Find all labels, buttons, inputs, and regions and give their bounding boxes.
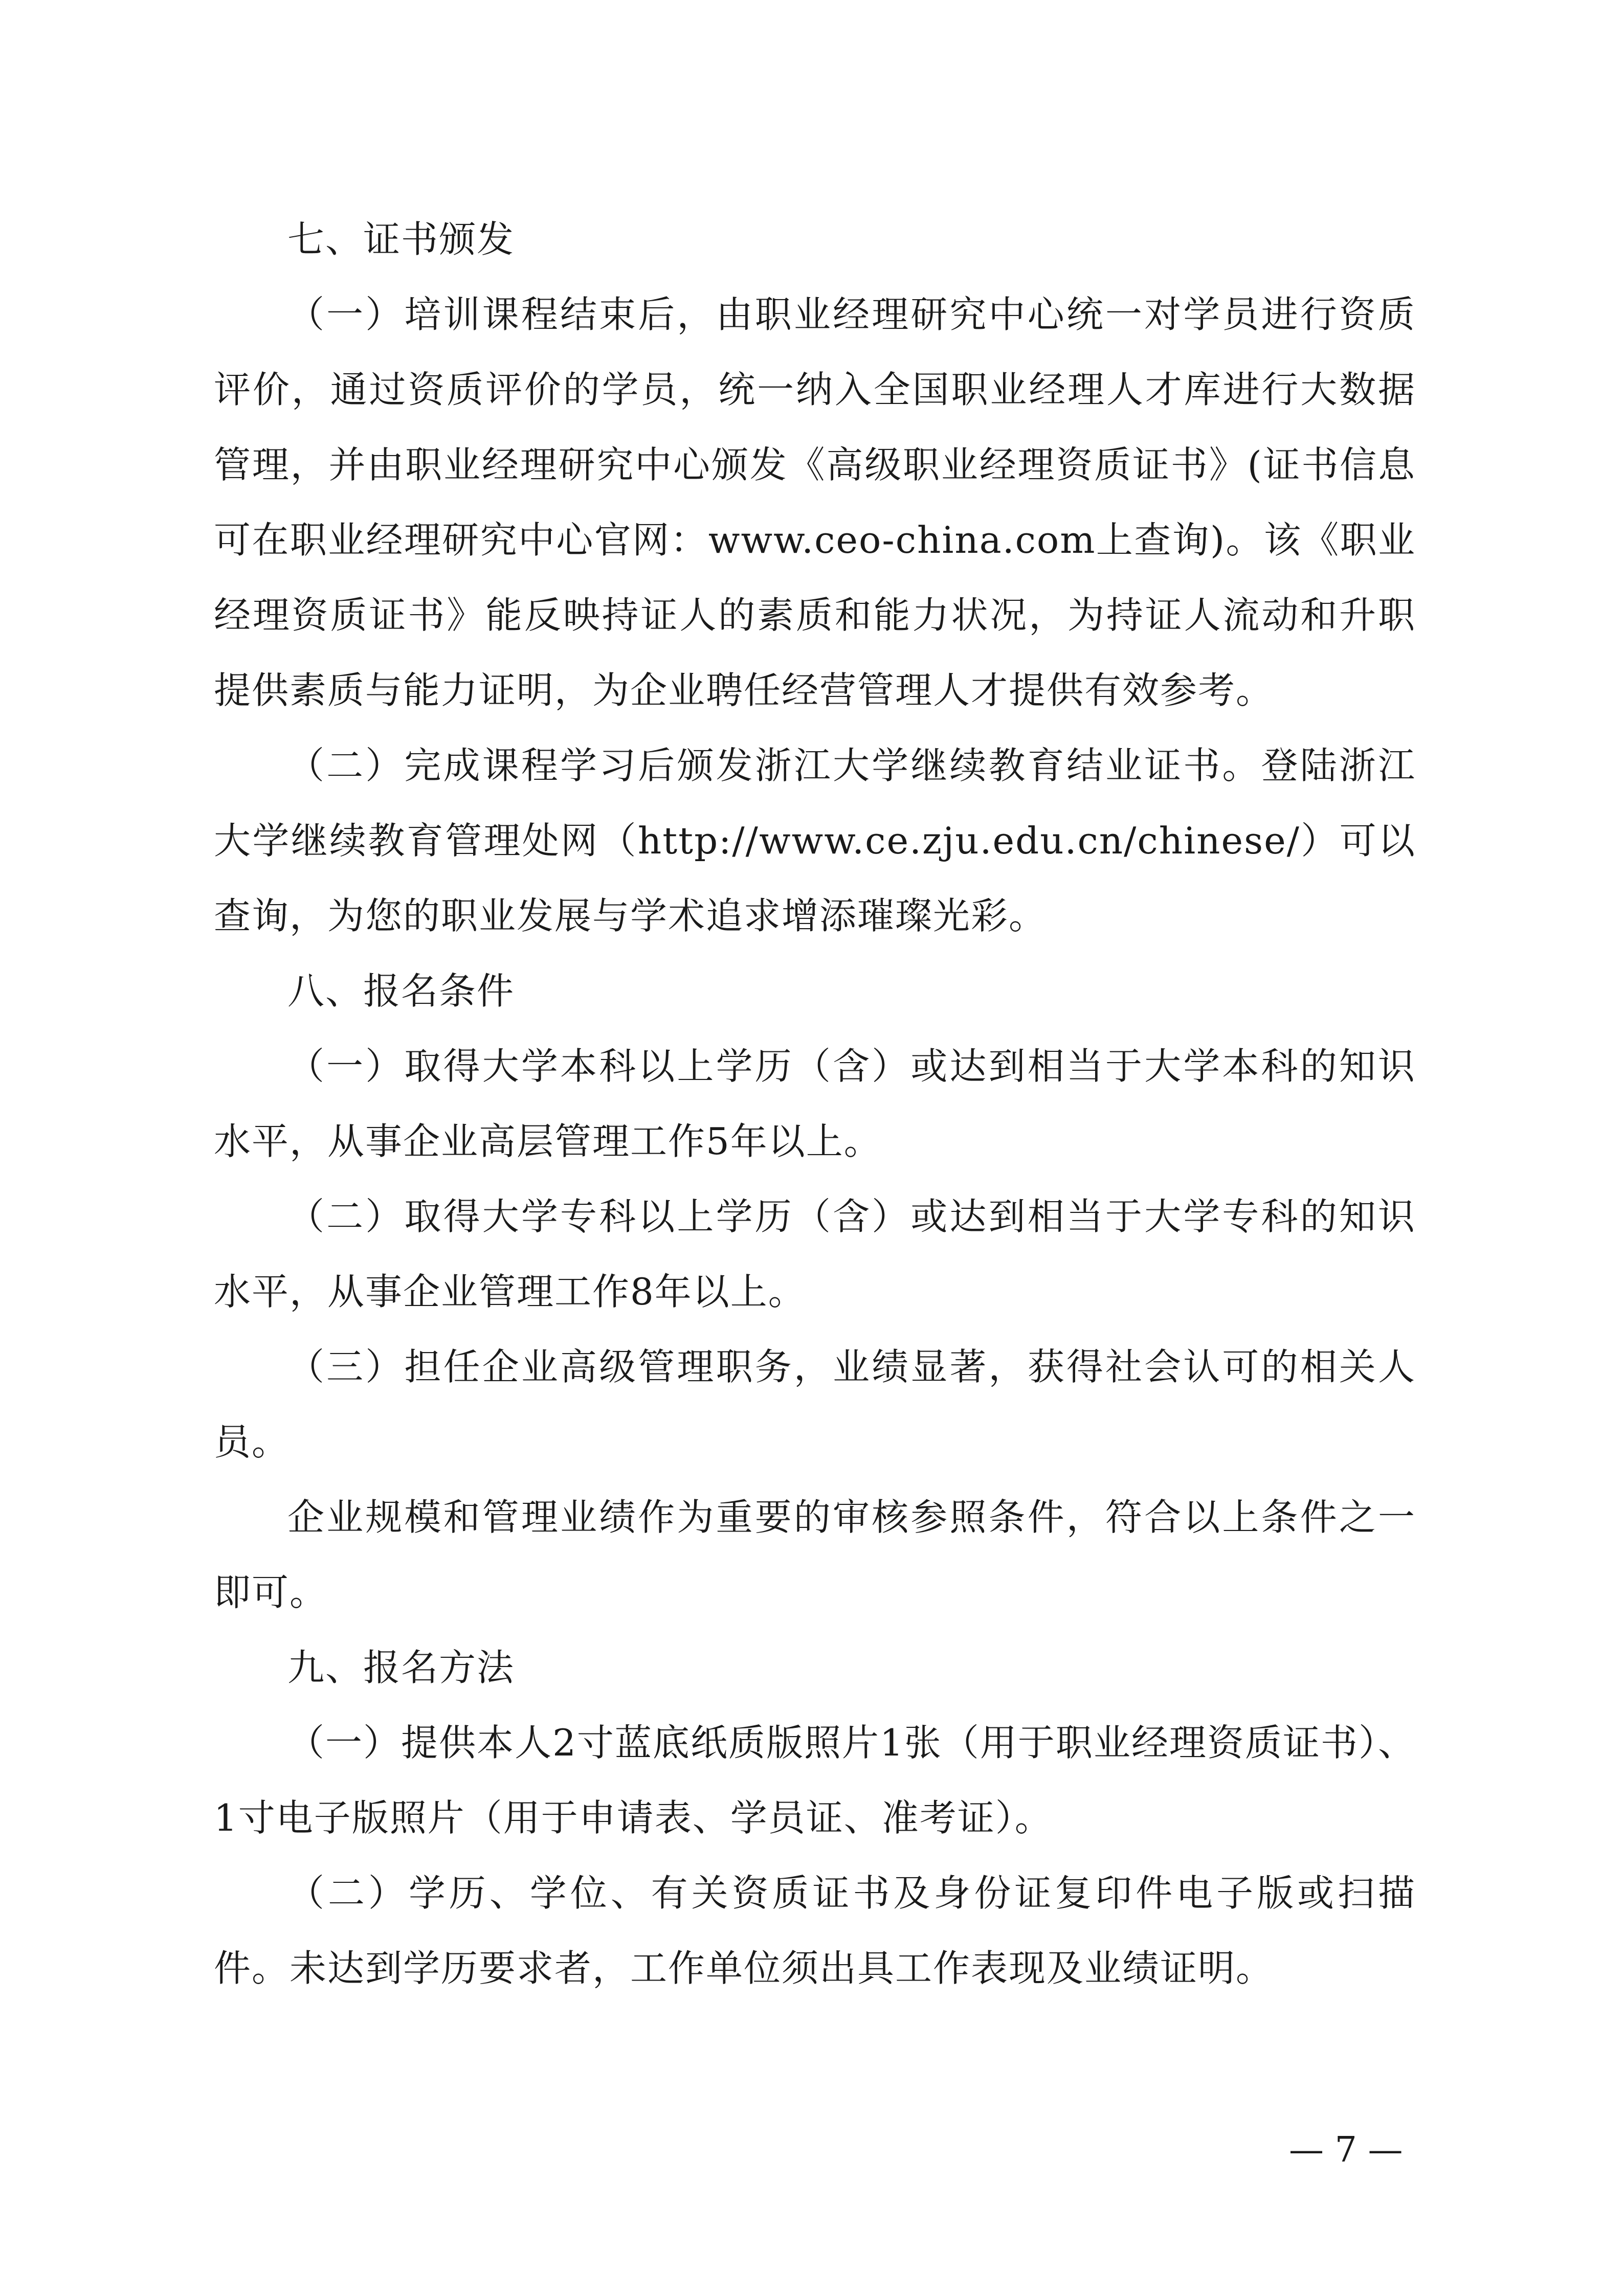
section-heading-certificate: 七、证书颁发 [287, 218, 515, 261]
section-heading-application: 九、报名方法 [287, 1646, 515, 1689]
paragraph-application-1: （一）提供本人2寸蓝底纸质版照片1张（用于职业经理资质证书）、1寸电子版照片（用于申请表、学员证、准考证）。 [214, 1721, 1416, 1839]
paragraph-eligibility-2: （二）取得大学专科以上学历（含）或达到相当于大学专科的知识水平，从事企业管理工作8年以上。 [214, 1195, 1416, 1313]
section-heading-eligibility: 八、报名条件 [287, 970, 515, 1012]
page-content [214, 202, 1416, 2006]
page-number: — 7 — [1289, 2130, 1403, 2170]
paragraph-certificate-2: （二）完成课程学习后颁发浙江大学继续教育结业证书。登陆浙江大学继续教育管理处网（http://www.ce.zju.edu.cn/chinese/）可以查询，为您的职业发展与学术追求增添璀璨光彩。 [214, 744, 1416, 937]
paragraph-application-2: （二）学历、学位、有关资质证书及身份证复印件电子版或扫描件。未达到学历要求者，工作单位须出具工作表现及业绩证明。 [214, 1872, 1416, 1990]
paragraph-eligibility-1: （一）取得大学本科以上学历（含）或达到相当于大学本科的知识水平，从事企业高层管理工作5年以上。 [214, 1045, 1416, 1163]
paragraph-eligibility-note: 企业规模和管理业绩作为重要的审核参照条件，符合以上条件之一即可。 [214, 1496, 1416, 1614]
paragraph-eligibility-3: （三）担任企业高级管理职务，业绩显著，获得社会认可的相关人员。 [214, 1345, 1416, 1464]
paragraph-certificate-1: （一）培训课程结束后，由职业经理研究中心统一对学员进行资质评价，通过资质评价的学员，统一纳入全国职业经理人才库进行大数据管理，并由职业经理研究中心颁发《高级职业经理资质证书》(证书信息可在职业经理研究中心官网：www.ceo-china.com上查询)。该《职业经理资质证书》能反映持证人的素质和能力状况，为持证人流动和升职提供素质与能力证明，为企业聘任经营管理人才提供有效参考。 [214, 293, 1416, 712]
